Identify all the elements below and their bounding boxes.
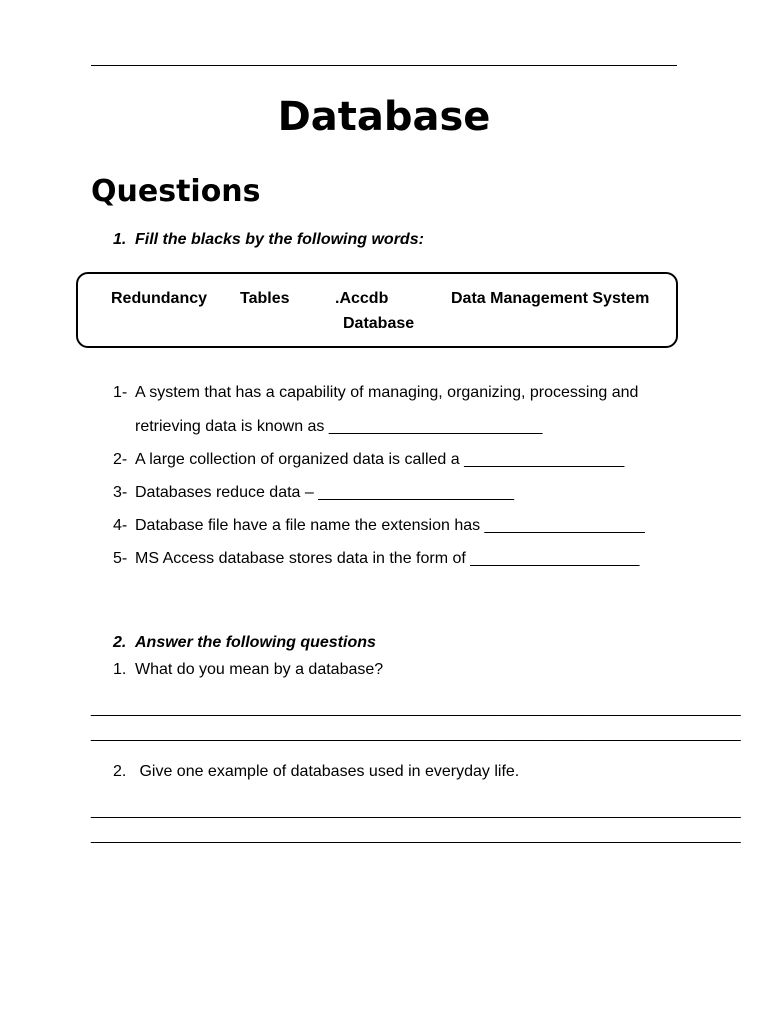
fill-question-3	[113, 483, 514, 503]
question-text: Give one example of databases used in everyday life.	[135, 763, 520, 780]
fill-question-4	[113, 516, 645, 536]
top-rule	[91, 65, 677, 66]
question-number: 2-	[113, 451, 128, 468]
question-text: What do you mean by a database?	[135, 661, 384, 678]
word-bank-item: Redundancy	[111, 290, 208, 307]
part2-instruction-text: Answer the following questions	[135, 634, 376, 651]
question-number: 1-	[113, 384, 128, 401]
answer-line: _________________________________________________________________________	[91, 700, 741, 717]
fill-question-1-continuation: retrieving data is known as ________________________	[135, 418, 543, 435]
question-number: 1.	[113, 661, 127, 678]
question-text: A large collection of organized data is called a __________________	[135, 451, 625, 468]
question-text: MS Access database stores data in the form of ___________________	[135, 550, 640, 567]
word-bank-item: Data Management System	[451, 290, 650, 307]
open-question-2	[113, 762, 519, 782]
question-text: Database file have a file name the extension has __________________	[135, 517, 645, 534]
question-number: 4-	[113, 517, 128, 534]
answer-line: _________________________________________________________________________	[91, 827, 741, 844]
word-bank-item: .Accdb	[335, 290, 389, 307]
part1-instruction-text: Fill the blacks by the following words:	[135, 231, 424, 248]
open-question-1	[113, 660, 383, 680]
answer-line: _________________________________________________________________________	[91, 802, 741, 819]
part1-instruction	[113, 230, 424, 250]
question-number: 2.	[113, 763, 127, 780]
question-number: 3-	[113, 484, 128, 501]
answer-line: _________________________________________________________________________	[91, 725, 741, 742]
fill-question-1	[113, 383, 638, 403]
part2-instruction	[113, 633, 376, 653]
word-bank-item: Tables	[240, 290, 290, 307]
part2-number: 2.	[113, 634, 127, 651]
question-text: Databases reduce data – ______________________	[135, 484, 514, 501]
fill-question-5	[113, 549, 639, 569]
part1-number: 1.	[113, 231, 127, 248]
word-bank-box	[76, 272, 678, 348]
fill-question-2	[113, 450, 624, 470]
section-heading: Questions	[91, 174, 261, 209]
question-number: 5-	[113, 550, 128, 567]
word-bank-item: Database	[343, 315, 415, 332]
question-text: A system that has a capability of managing, organizing, processing and	[135, 384, 639, 401]
page-title: Database	[277, 94, 491, 140]
